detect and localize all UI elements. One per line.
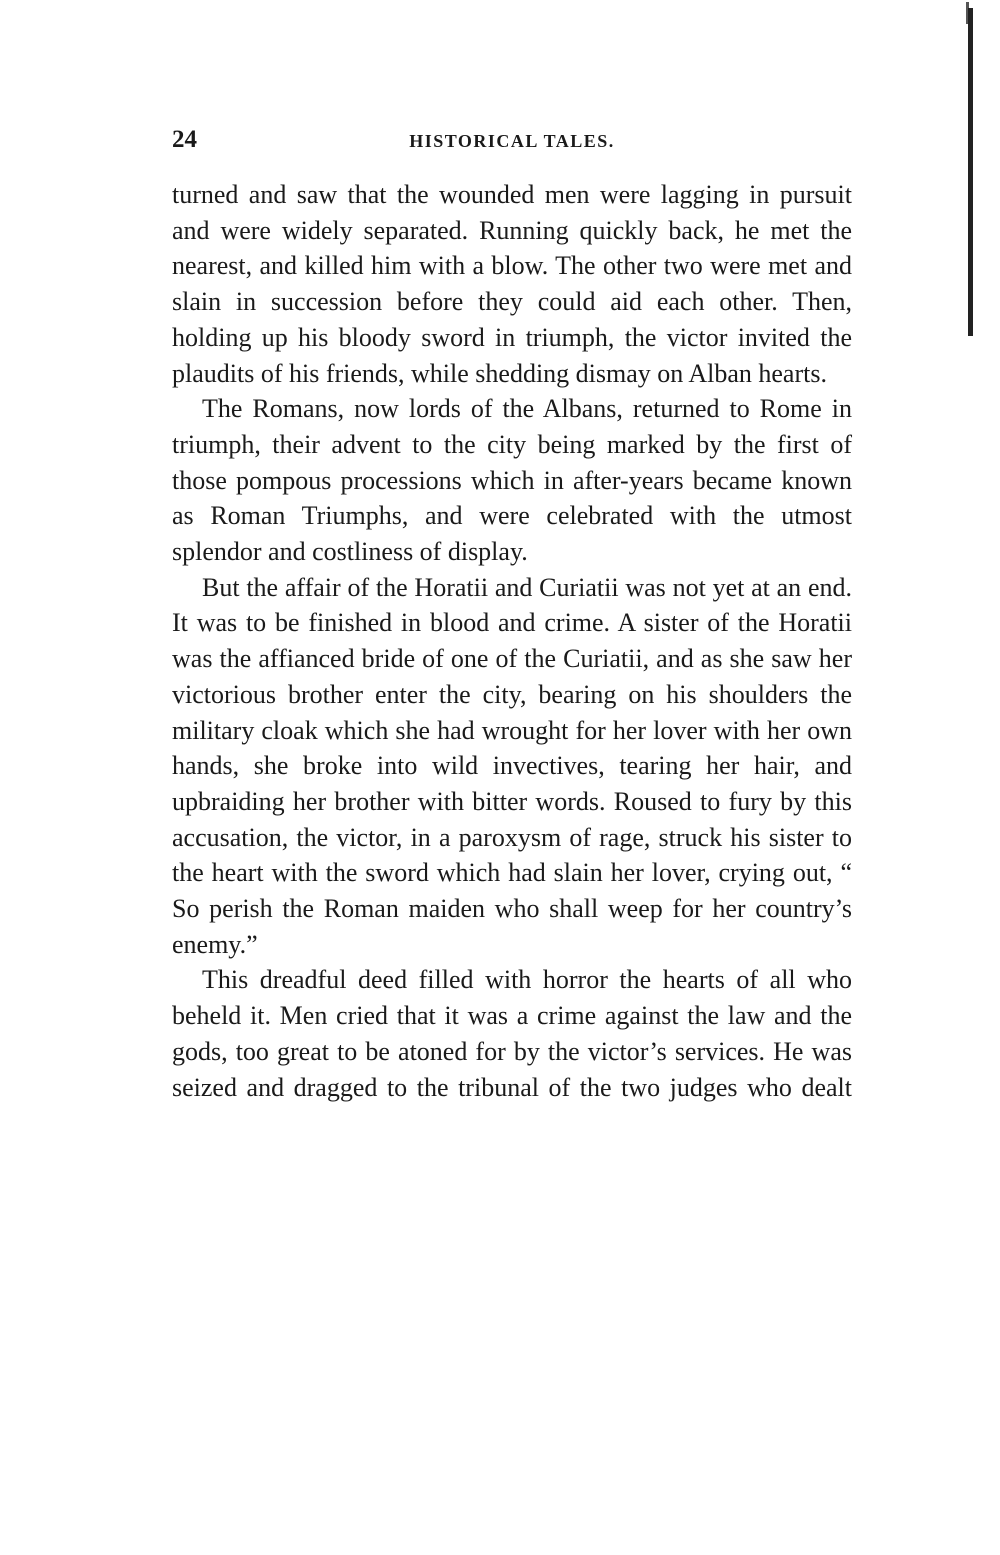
body-text [172,177,852,1105]
running-title: HISTORICAL TALES. [409,131,615,151]
page-header [172,126,852,162]
page-edge-line [968,8,973,336]
paragraph-continuation: turned and saw that the wounded men were lagging in pursuit and were widely separated. Running quickly back, he met the nearest, and killed him with a blow. The other two were met and slain in succession before they could aid each other. Then, holding up his bloody sword in triumph, the victor invited the plaudits of his friends, while shedding dismay on Alban hearts. [172,180,852,388]
paragraph-horatii-sister: But the affair of the Horatii and Curiatii was not yet at an end. It was to be finished in blood and crime. A sister of the Horatii was the affianced bride of one of the Curiatii, and as she saw her victorious brother enter the city, bearing on his shoulders the military cloak which she had wrought for her lover with her own hands, she broke into wild invectives, tearing her hair, and upbraiding her brother with bitter words. Roused to fury by this accusation, the victor, in a paroxysm of rage, struck his sister to the heart with the sword which had slain her lover, crying out, “ So perish the Roman maiden who shall weep for her country’s enemy.” [172,572,852,959]
page-number: 24 [172,126,197,153]
paragraph-romans-triumph: The Romans, now lords of the Albans, returned to Rome in triumph, their advent to the city being marked by the first of those pompous processions which in after-years became known as Roman Triumphs, and were celebrated with the utmost splendor and costliness of display. [172,394,852,567]
paragraph-dreadful-deed: This dreadful deed filled with horror the hearts of all who beheld it. Men cried that it was a crime against the law and the gods, too great to be atoned for by the victor’s services. He was seized and dragged to the tribunal of the two judges who dealt [172,965,852,1102]
